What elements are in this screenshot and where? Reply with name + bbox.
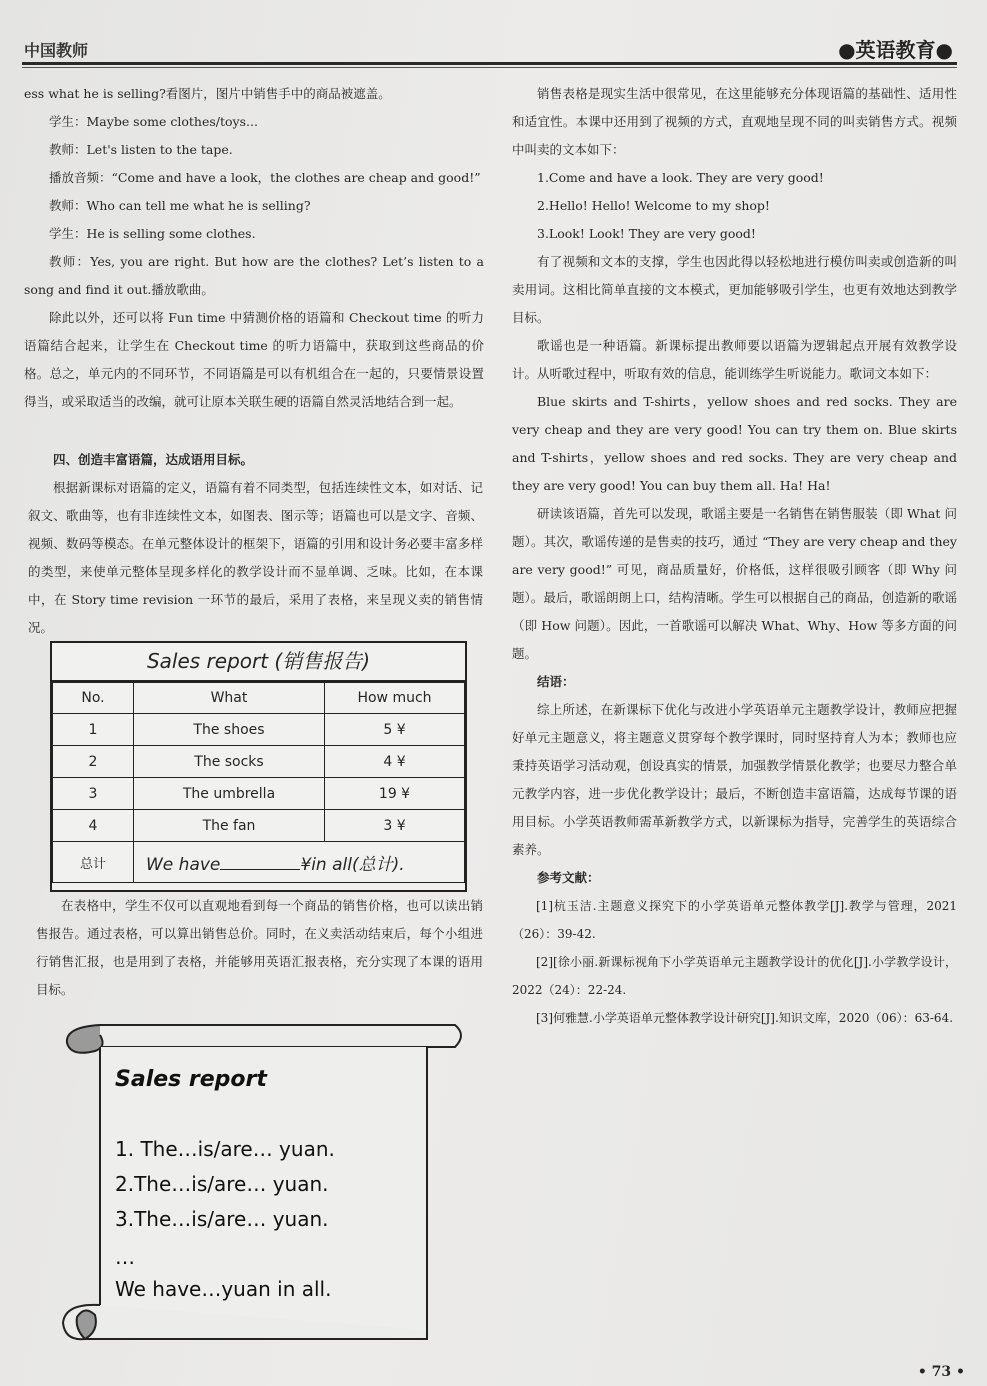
scroll-line: 1. The…is/are… yuan. bbox=[115, 1137, 335, 1161]
reference-item: [2][徐小丽.新课标视角下小学英语单元主题教学设计的优化[J].小学教学设计，2022（24）：22-24. bbox=[512, 955, 957, 997]
header-rule-thick bbox=[22, 62, 957, 65]
right-column bbox=[512, 80, 957, 1032]
table-cell: 4 ¥ bbox=[325, 746, 465, 778]
left-column-middle bbox=[28, 446, 483, 642]
table-cell: 3 ¥ bbox=[325, 810, 465, 842]
table-cell: 1 bbox=[53, 714, 134, 746]
table-total-row bbox=[53, 842, 465, 883]
table-header: What bbox=[134, 683, 325, 714]
table-row bbox=[53, 714, 465, 746]
table-row bbox=[53, 778, 465, 810]
table-cell: 3 bbox=[53, 778, 134, 810]
table-cell: 4 bbox=[53, 810, 134, 842]
dialogue-line: 学生：Maybe some clothes/toys... bbox=[49, 114, 258, 129]
scroll-line: We have…yuan in all. bbox=[115, 1277, 332, 1301]
total-blank bbox=[220, 855, 300, 870]
chant-line: 2.Hello! Hello! Welcome to my shop! bbox=[537, 198, 770, 213]
left-column-top bbox=[24, 80, 484, 416]
sales-report-table bbox=[50, 641, 467, 892]
chant-line: 3.Look! Look! They are very good! bbox=[537, 226, 756, 241]
table-cell: 2 bbox=[53, 746, 134, 778]
paragraph: 研读该语篇，首先可以发现，歌谣主要是一名销售在销售服装（即 What 问题）。其次，歌谣传递的是售卖的技巧，通过 “They are very cheap and they are very good!” 可见，商品质量好，价格低，这样很吸引顾客（即 Why 问题）。最后，歌谣朗朗上口，结构清晰。学生可以根据自己的商品，创造新的歌谣（即 How 问题）。因此，一首歌谣可以解决 What、Why、How 等多方面的问题。 bbox=[512, 506, 957, 661]
table-caption: Sales report (销售报告) bbox=[52, 643, 465, 682]
table-cell: The shoes bbox=[134, 714, 325, 746]
table-cell: 5 ¥ bbox=[325, 714, 465, 746]
table-row bbox=[53, 746, 465, 778]
dialogue-line: 播放音频：“Come and have a look，the clothes are cheap and good!” bbox=[49, 170, 481, 185]
song-lyrics: Blue skirts and T-shirts，yellow shoes and red socks. They are very cheap and they are very good! You can try them on. Blue skirts and T-shirts，yellow shoes and red socks. They are very cheap and they are very good! You can buy them all. Ha! Ha! bbox=[512, 394, 957, 493]
paragraph: 销售表格是现实生活中很常见，在这里能够充分体现语篇的基础性、适用性和适宜性。本课中还用到了视频的方式，直观地呈现不同的叫卖销售方式。视频中叫卖的文本如下： bbox=[512, 86, 957, 157]
paragraph: 有了视频和文本的支撑，学生也因此得以轻松地进行模仿叫卖或创造新的叫卖用词。这相比简单直接的文本模式，更加能够吸引学生，也更有效地达到教学目标。 bbox=[512, 254, 957, 325]
paragraph: 歌谣也是一种语篇。新课标提出教师要以语篇为逻辑起点开展有效教学设计。从听歌过程中，听取有效的信息，能训练学生听说能力。歌词文本如下： bbox=[512, 338, 957, 381]
paragraph: 在表格中，学生不仅可以直观地看到每一个商品的销售价格，也可以读出销售报告。通过表格，可以算出销售总价。同时，在义卖活动结束后，每个小组进行销售汇报，也是用到了表格，并能够用英语汇报表格，充分实现了本课的语用目标。 bbox=[36, 898, 483, 997]
dialogue-line: 教师：Who can tell me what he is selling? bbox=[49, 198, 311, 213]
paragraph: 综上所述，在新课标下优化与改进小学英语单元主题教学设计，教师应把握好单元主题意义，将主题意义贯穿每个教学课时，同时坚持育人为本；教师也应秉持英语学习活动观，创设真实的情景，加强教学情景化教学；也要尽力整合单元教学内容，进一步优化教学设计；最后，不断创造丰富语篇，达成每节课的语用目标。小学英语教师需革新教学方式，以新课标为指导，完善学生的英语综合素养。 bbox=[512, 702, 957, 857]
references-heading: 参考文献： bbox=[537, 870, 600, 885]
chant-line: 1.Come and have a look. They are very good! bbox=[537, 170, 824, 185]
dialogue-line: 教师：Yes, you are right. But how are the clothes? Let’s listen to a song and find it out.播放歌曲。 bbox=[24, 254, 484, 297]
scroll-title: Sales report bbox=[115, 1067, 267, 1092]
sales-report-scroll bbox=[55, 1005, 465, 1345]
page-number: • 73 • bbox=[917, 1364, 965, 1380]
paragraph: 根据新课标对语篇的定义，语篇有着不同类型，包括连续性文本，如对话、记叙文、歌曲等，也有非连续性文本，如图表、图示等；语篇也可以是文字、音频、视频、数码等模态。在单元整体设计的框架下，语篇的引用和设计务必要丰富多样的类型，来使单元整体呈现多样化的教学设计而不显单调、乏味。比如，在本课中，在 Story time revision 一环节的最后，采用了表格，来呈现义卖的销售情况。 bbox=[28, 480, 483, 635]
scroll-line: … bbox=[115, 1245, 135, 1269]
table-cell: The umbrella bbox=[134, 778, 325, 810]
total-post: ¥in all(总计). bbox=[300, 854, 405, 875]
header-rule-thin bbox=[22, 67, 957, 68]
table-cell: The socks bbox=[134, 746, 325, 778]
table-cell: The fan bbox=[134, 810, 325, 842]
table-header: No. bbox=[53, 683, 134, 714]
section-title: ●英语教育● bbox=[838, 38, 953, 62]
left-column-bottom bbox=[36, 892, 483, 1004]
table-cell: 19 ¥ bbox=[325, 778, 465, 810]
total-pre: We have bbox=[146, 854, 221, 875]
paragraph: 除此以外，还可以将 Fun time 中猜测价格的语篇和 Checkout time 的听力语篇结合起来，让学生在 Checkout time 的听力语篇中，获取到这些商品的价格。总之，单元内的不同环节，不同语篇是可以有机组合在一起的，只要情景设置得当，或采取适当的改编，就可让原本关联生硬的语篇自然灵活地结合到一起。 bbox=[24, 310, 484, 409]
dialogue-line: 教师：Let's listen to the tape. bbox=[49, 142, 233, 157]
paragraph: ess what he is selling?看图片，图片中销售手中的商品被遮盖。 bbox=[24, 86, 391, 101]
scroll-line: 2.The…is/are… yuan. bbox=[115, 1172, 329, 1196]
conclusion-heading: 结语： bbox=[537, 674, 575, 689]
scroll-line: 3.The…is/are… yuan. bbox=[115, 1207, 329, 1231]
table-header: How much bbox=[325, 683, 465, 714]
journal-name: 中国教师 bbox=[24, 41, 89, 60]
reference-item: [1]杭玉洁.主题意义探究下的小学英语单元整体教学[J].教学与管理，2021（26）：39-42. bbox=[512, 899, 957, 941]
total-label: 总计 bbox=[53, 842, 134, 883]
table-row bbox=[53, 810, 465, 842]
total-sentence bbox=[134, 842, 465, 883]
reference-item: [3]何雅慧.小学英语单元整体教学设计研究[J].知识文库，2020（06）：63-64. bbox=[536, 1011, 954, 1025]
dialogue-line: 学生：He is selling some clothes. bbox=[49, 226, 256, 241]
section-heading: 四、创造丰富语篇，达成语用目标。 bbox=[53, 452, 254, 467]
